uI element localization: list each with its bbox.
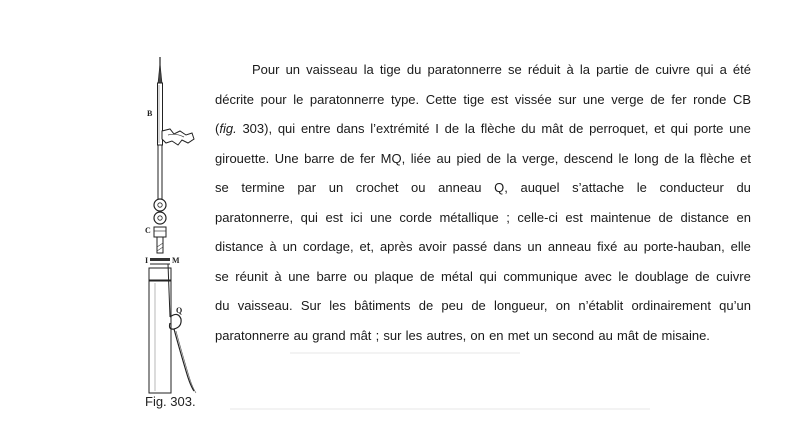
word: porte: [693, 121, 724, 136]
word: se: [215, 268, 229, 284]
word: Q,: [494, 180, 508, 195]
word: pied: [456, 150, 482, 166]
paragraph-line: [215, 291, 751, 321]
word: autres,: [426, 327, 467, 343]
paragraph-line: [215, 262, 751, 292]
word: grand: [312, 327, 346, 343]
word: est: [565, 209, 583, 225]
word: dans: [336, 121, 365, 136]
word: fer: [359, 150, 376, 166]
word: de: [444, 121, 460, 136]
word: met: [507, 327, 530, 343]
word: la: [579, 62, 590, 77]
word: distance: [215, 239, 264, 254]
word: une: [288, 268, 310, 284]
word: qu’un: [719, 298, 751, 313]
word: la: [464, 121, 475, 136]
word: I: [435, 121, 439, 136]
word: entre: [300, 121, 331, 136]
word: un: [527, 239, 542, 254]
word: pour: [260, 91, 287, 107]
word: de: [418, 298, 434, 313]
word: n’établit: [578, 298, 624, 313]
paragraph-line: [215, 55, 751, 85]
word: au: [293, 327, 309, 343]
word: et,: [359, 239, 374, 254]
body-paragraph: [215, 55, 751, 350]
word: métallique: [439, 209, 499, 225]
word: une: [582, 91, 605, 107]
word: du: [215, 298, 230, 313]
word: les: [405, 327, 423, 343]
word: Une: [274, 150, 299, 166]
word: Pour: [252, 62, 280, 77]
word: type.: [390, 91, 420, 107]
word: réunit: [235, 268, 268, 284]
word: du: [406, 62, 422, 77]
word: ;: [506, 209, 510, 225]
word: misaine.: [661, 327, 710, 343]
word: un: [533, 327, 549, 343]
word: porte-hauban,: [643, 239, 725, 254]
word: de: [471, 298, 486, 313]
word: on: [555, 298, 571, 313]
word: un: [285, 62, 301, 77]
word: (fig.: [215, 121, 237, 136]
word: se: [215, 180, 229, 195]
word: long: [634, 150, 659, 166]
word: mât: [617, 327, 639, 343]
word: est: [490, 91, 509, 107]
word: vaisseau.: [237, 298, 293, 313]
word: distance: [680, 209, 729, 225]
figure-303-illustration: [128, 55, 210, 395]
figure-label-i: I: [145, 256, 149, 265]
word: de: [658, 209, 674, 225]
word: une: [729, 121, 751, 136]
word: auquel: [520, 180, 560, 195]
word: en: [736, 209, 751, 225]
word: de: [339, 150, 355, 166]
word: un: [282, 239, 298, 254]
word: après: [379, 239, 413, 254]
word: au: [598, 327, 613, 343]
word: ;: [375, 327, 380, 343]
word: l’extrémité: [370, 121, 430, 136]
word: tige: [463, 91, 485, 107]
word: dans: [493, 239, 522, 254]
word: avec: [584, 268, 612, 284]
word: qui: [696, 62, 714, 77]
word: second: [552, 327, 595, 343]
word: en: [489, 327, 504, 343]
word: ici: [350, 209, 363, 225]
word: tige: [379, 62, 401, 77]
word: le: [618, 268, 629, 284]
word: verge,: [522, 150, 559, 166]
word: perroquet,: [589, 121, 649, 136]
word: on: [470, 327, 485, 343]
word: décrite: [215, 91, 255, 107]
word: se: [508, 62, 522, 77]
word: la: [363, 62, 374, 77]
word: fer: [671, 91, 687, 107]
word: paratonnerre,: [215, 209, 294, 225]
word: doublage: [635, 268, 689, 284]
word: à: [269, 239, 277, 254]
word: plaque: [374, 268, 414, 284]
word: de: [568, 121, 584, 136]
word: métal: [441, 268, 473, 284]
word: de: [634, 62, 650, 77]
word: maintenue: [590, 209, 652, 225]
word: passé: [452, 239, 488, 254]
word: à: [274, 268, 282, 284]
word: du: [736, 180, 751, 195]
word: les: [329, 298, 346, 313]
paragraph-line: [215, 85, 751, 115]
word: le: [636, 180, 647, 195]
paragraph-line: [215, 173, 751, 203]
word: flèche: [480, 121, 516, 136]
word: vaisseau: [306, 62, 358, 77]
word: cordage,: [302, 239, 354, 254]
figure-caption: Fig. 303.: [145, 394, 196, 409]
paragraph-line: [215, 321, 751, 351]
word: de: [642, 327, 658, 343]
figure-label-m: M: [172, 256, 180, 265]
word: un: [328, 180, 344, 195]
paragraph-line: [215, 232, 751, 262]
word: du: [521, 121, 536, 136]
word: au: [436, 150, 451, 166]
word: et: [654, 121, 665, 136]
word: ronde: [693, 91, 727, 107]
word: anneau: [438, 180, 482, 195]
word: ordinairement: [631, 298, 711, 313]
word: la: [684, 150, 695, 166]
paragraph-line: [215, 144, 751, 174]
word: de: [664, 150, 679, 166]
word: est: [325, 209, 343, 225]
word: descend: [563, 150, 613, 166]
word: et: [740, 150, 751, 166]
word: crochet: [355, 180, 399, 195]
word: peu: [441, 298, 464, 313]
word: été: [732, 62, 751, 77]
paragraph-line: [215, 114, 751, 144]
word: MQ,: [380, 150, 406, 166]
word: fixé: [597, 239, 618, 254]
paragraph-line: [215, 203, 751, 233]
word: vissée: [514, 91, 552, 107]
word: qui: [300, 209, 318, 225]
word: paratonnerre: [215, 327, 290, 343]
word: de: [650, 91, 665, 107]
figure-label-q: Q: [176, 306, 183, 315]
word: qui: [479, 268, 497, 284]
word: le: [293, 91, 304, 107]
word: réduit: [527, 62, 561, 77]
word: Sur: [300, 298, 322, 313]
word: sur: [558, 91, 577, 107]
word: corde: [399, 209, 432, 225]
word: anneau: [547, 239, 592, 254]
word: de: [420, 268, 435, 284]
word: barre: [316, 268, 347, 284]
word: communique: [503, 268, 578, 284]
word: qui: [277, 121, 296, 136]
word: cuivre: [655, 62, 690, 77]
word: celle-ci: [517, 209, 558, 225]
word: le: [618, 150, 629, 166]
word: bâtiments: [354, 298, 411, 313]
word: une: [370, 209, 392, 225]
word: paratonnerre: [309, 91, 385, 107]
word: partie: [596, 62, 629, 77]
word: cuivre: [716, 268, 751, 284]
word: avoir: [418, 239, 447, 254]
word: flèche: [699, 150, 735, 166]
word: CB: [732, 91, 751, 107]
word: girouette.: [215, 150, 270, 166]
word: mât: [541, 121, 564, 136]
word: sur: [383, 327, 402, 343]
word: s’attache: [572, 180, 625, 195]
word: Cette: [425, 91, 457, 107]
scan-artifact: [290, 352, 520, 354]
word: a: [719, 62, 727, 77]
word: de: [486, 150, 502, 166]
word: conducteur: [659, 180, 724, 195]
word: à: [566, 62, 574, 77]
word: termine: [241, 180, 285, 195]
word: 303),: [242, 121, 273, 136]
word: au: [623, 239, 638, 254]
word: longueur,: [494, 298, 548, 313]
lightning-rod-drawing: [128, 55, 210, 395]
figure-label-c: C: [145, 226, 151, 235]
word: qui: [670, 121, 689, 136]
word: elle: [730, 239, 751, 254]
word: de: [695, 268, 710, 284]
word: paratonnerre: [427, 62, 502, 77]
word: liée: [410, 150, 431, 166]
word: verge: [611, 91, 644, 107]
word: barre: [304, 150, 335, 166]
word: mât: [349, 327, 372, 343]
word: ou: [411, 180, 426, 195]
word: la: [506, 150, 517, 166]
scan-artifact: [230, 408, 650, 410]
word: ou: [353, 268, 368, 284]
word: par: [297, 180, 317, 195]
figure-label-b: B: [147, 109, 153, 118]
